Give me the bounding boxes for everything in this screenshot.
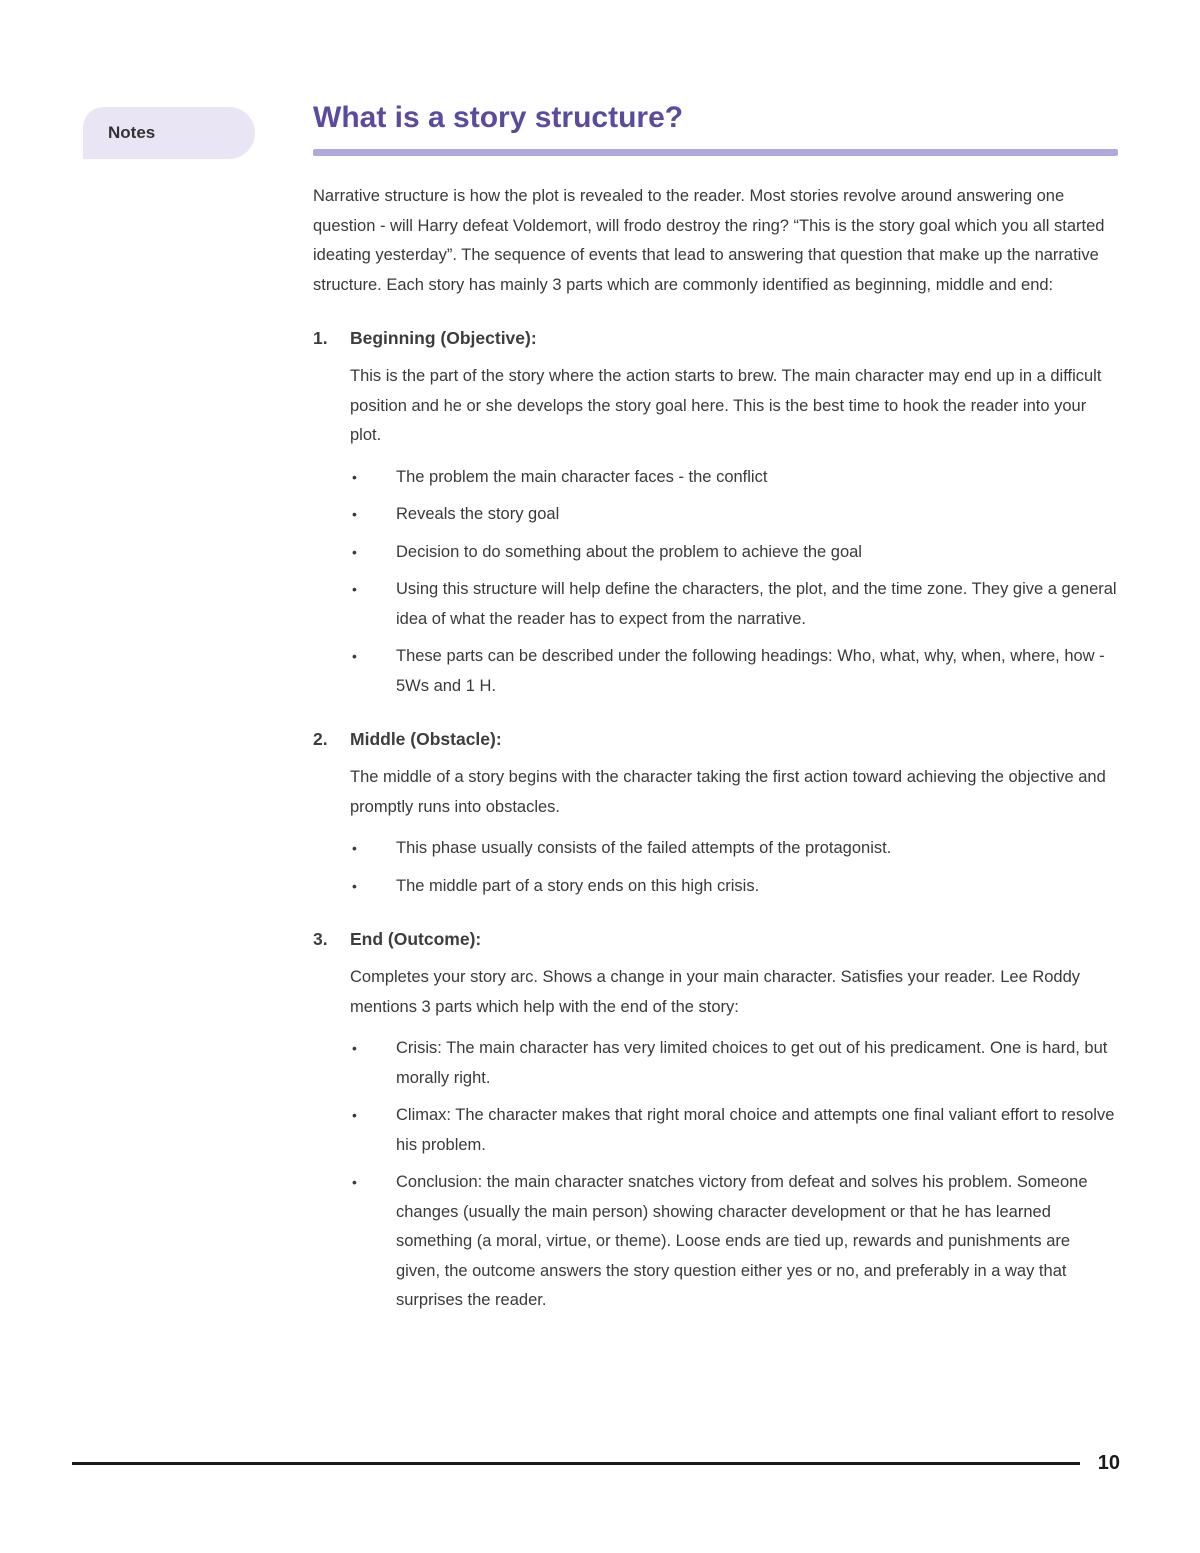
section-paragraph: This is the part of the story where the action starts to brew. The main character may end up in a difficult position and he or she develops the story goal here. This is the best time to hook the reader into your plot. <box>350 367 1102 444</box>
section-heading-row <box>313 925 1118 954</box>
bullet-item <box>350 575 1118 634</box>
bullet-text: Crisis: The main character has very limited choices to get out of his predicament. One is hard, but morally right. <box>396 1039 1108 1087</box>
notes-label: Notes <box>108 123 156 142</box>
bullet-list <box>350 834 1118 901</box>
bullet-item <box>350 538 1118 568</box>
section-heading: End (Outcome): <box>350 929 482 949</box>
page-number: 10 <box>1097 1452 1120 1474</box>
bullet-text: Using this structure will help define the characters, the plot, and the time zone. They give a general idea of what the reader has to expect from the narrative. <box>396 580 1117 628</box>
bullet-dot-icon: • <box>352 1040 357 1056</box>
bullet-dot-icon: • <box>352 1107 357 1123</box>
bullet-list <box>350 463 1118 702</box>
section-heading: Beginning (Objective): <box>350 328 537 348</box>
bullet-text: Decision to do something about the problem to achieve the goal <box>396 542 862 561</box>
bullet-dot-icon: • <box>352 877 357 894</box>
main-content <box>313 100 1118 1316</box>
section-number: 3. <box>313 929 328 949</box>
bullet-dot-icon: • <box>352 468 357 485</box>
section-number: 1. <box>313 328 328 348</box>
section-beginning <box>313 324 1118 701</box>
section-body <box>350 963 1118 1316</box>
bullet-item <box>350 834 1118 864</box>
section-body <box>350 763 1118 901</box>
title-underline-rule <box>313 149 1118 156</box>
intro-paragraph: Narrative structure is how the plot is revealed to the reader. Most stories revolve around answering one question - will Harry defeat Voldemort, will frodo destroy the ring? “This is the story goal which you all started ideating yesterday”. The sequence of events that lead to answering that question that make up the narrative structure. Each story has mainly 3 parts which are commonly identified as beginning, middle and end: <box>313 187 1105 294</box>
bullet-dot-icon: • <box>352 1174 357 1190</box>
section-heading-row <box>313 725 1118 754</box>
section-end <box>313 925 1118 1316</box>
bullet-item <box>350 463 1118 493</box>
section-heading: Middle (Obstacle): <box>350 729 502 749</box>
bullet-text: Reveals the story goal <box>396 505 560 523</box>
bullet-text: Conclusion: the main character snatches victory from defeat and solves his problem. Someone changes (usually the main person) showing character development or that he has learned something (a moral, virtue, or theme). Loose ends are tied up, rewards and punishments are given, the outcome answers the story question either yes or no, and preferably in a way that surprises the reader. <box>396 1173 1088 1309</box>
bullet-item <box>350 500 1118 530</box>
bullet-dot-icon: • <box>352 506 357 522</box>
bullet-item <box>350 872 1118 902</box>
bullet-list <box>350 1034 1118 1316</box>
bullet-text: This phase usually consists of the failed attempts of the protagonist. <box>396 839 892 857</box>
footer-rule <box>72 1462 1080 1465</box>
page-footer <box>72 1452 1120 1475</box>
bullet-text: These parts can be described under the following headings: Who, what, why, when, where, how - 5Ws and 1 H. <box>396 647 1105 695</box>
bullet-item <box>350 1034 1118 1093</box>
bullet-text: The problem the main character faces - the conflict <box>396 467 768 486</box>
bullet-text: The middle part of a story ends on this high crisis. <box>396 876 760 895</box>
bullet-item <box>350 642 1118 701</box>
section-number: 2. <box>313 729 328 749</box>
bullet-dot-icon: • <box>352 648 357 664</box>
bullet-dot-icon: • <box>352 543 357 560</box>
section-paragraph: The middle of a story begins with the character taking the first action toward achieving the objective and promptly runs into obstacles. <box>350 768 1106 816</box>
section-heading-row <box>313 324 1118 353</box>
section-middle <box>313 725 1118 901</box>
section-body <box>350 362 1118 701</box>
bullet-text: Climax: The character makes that right moral choice and attempts one final valiant effort to resolve his problem. <box>396 1106 1115 1154</box>
notes-tab <box>83 107 255 159</box>
section-paragraph: Completes your story arc. Shows a change in your main character. Satisfies your reader. Lee Roddy mentions 3 parts which help with the end of the story: <box>350 968 1081 1016</box>
bullet-item <box>350 1168 1118 1316</box>
bullet-dot-icon: • <box>352 840 357 856</box>
bullet-item <box>350 1101 1118 1160</box>
bullet-dot-icon: • <box>352 581 357 597</box>
page-title: What is a story structure? <box>313 101 684 134</box>
